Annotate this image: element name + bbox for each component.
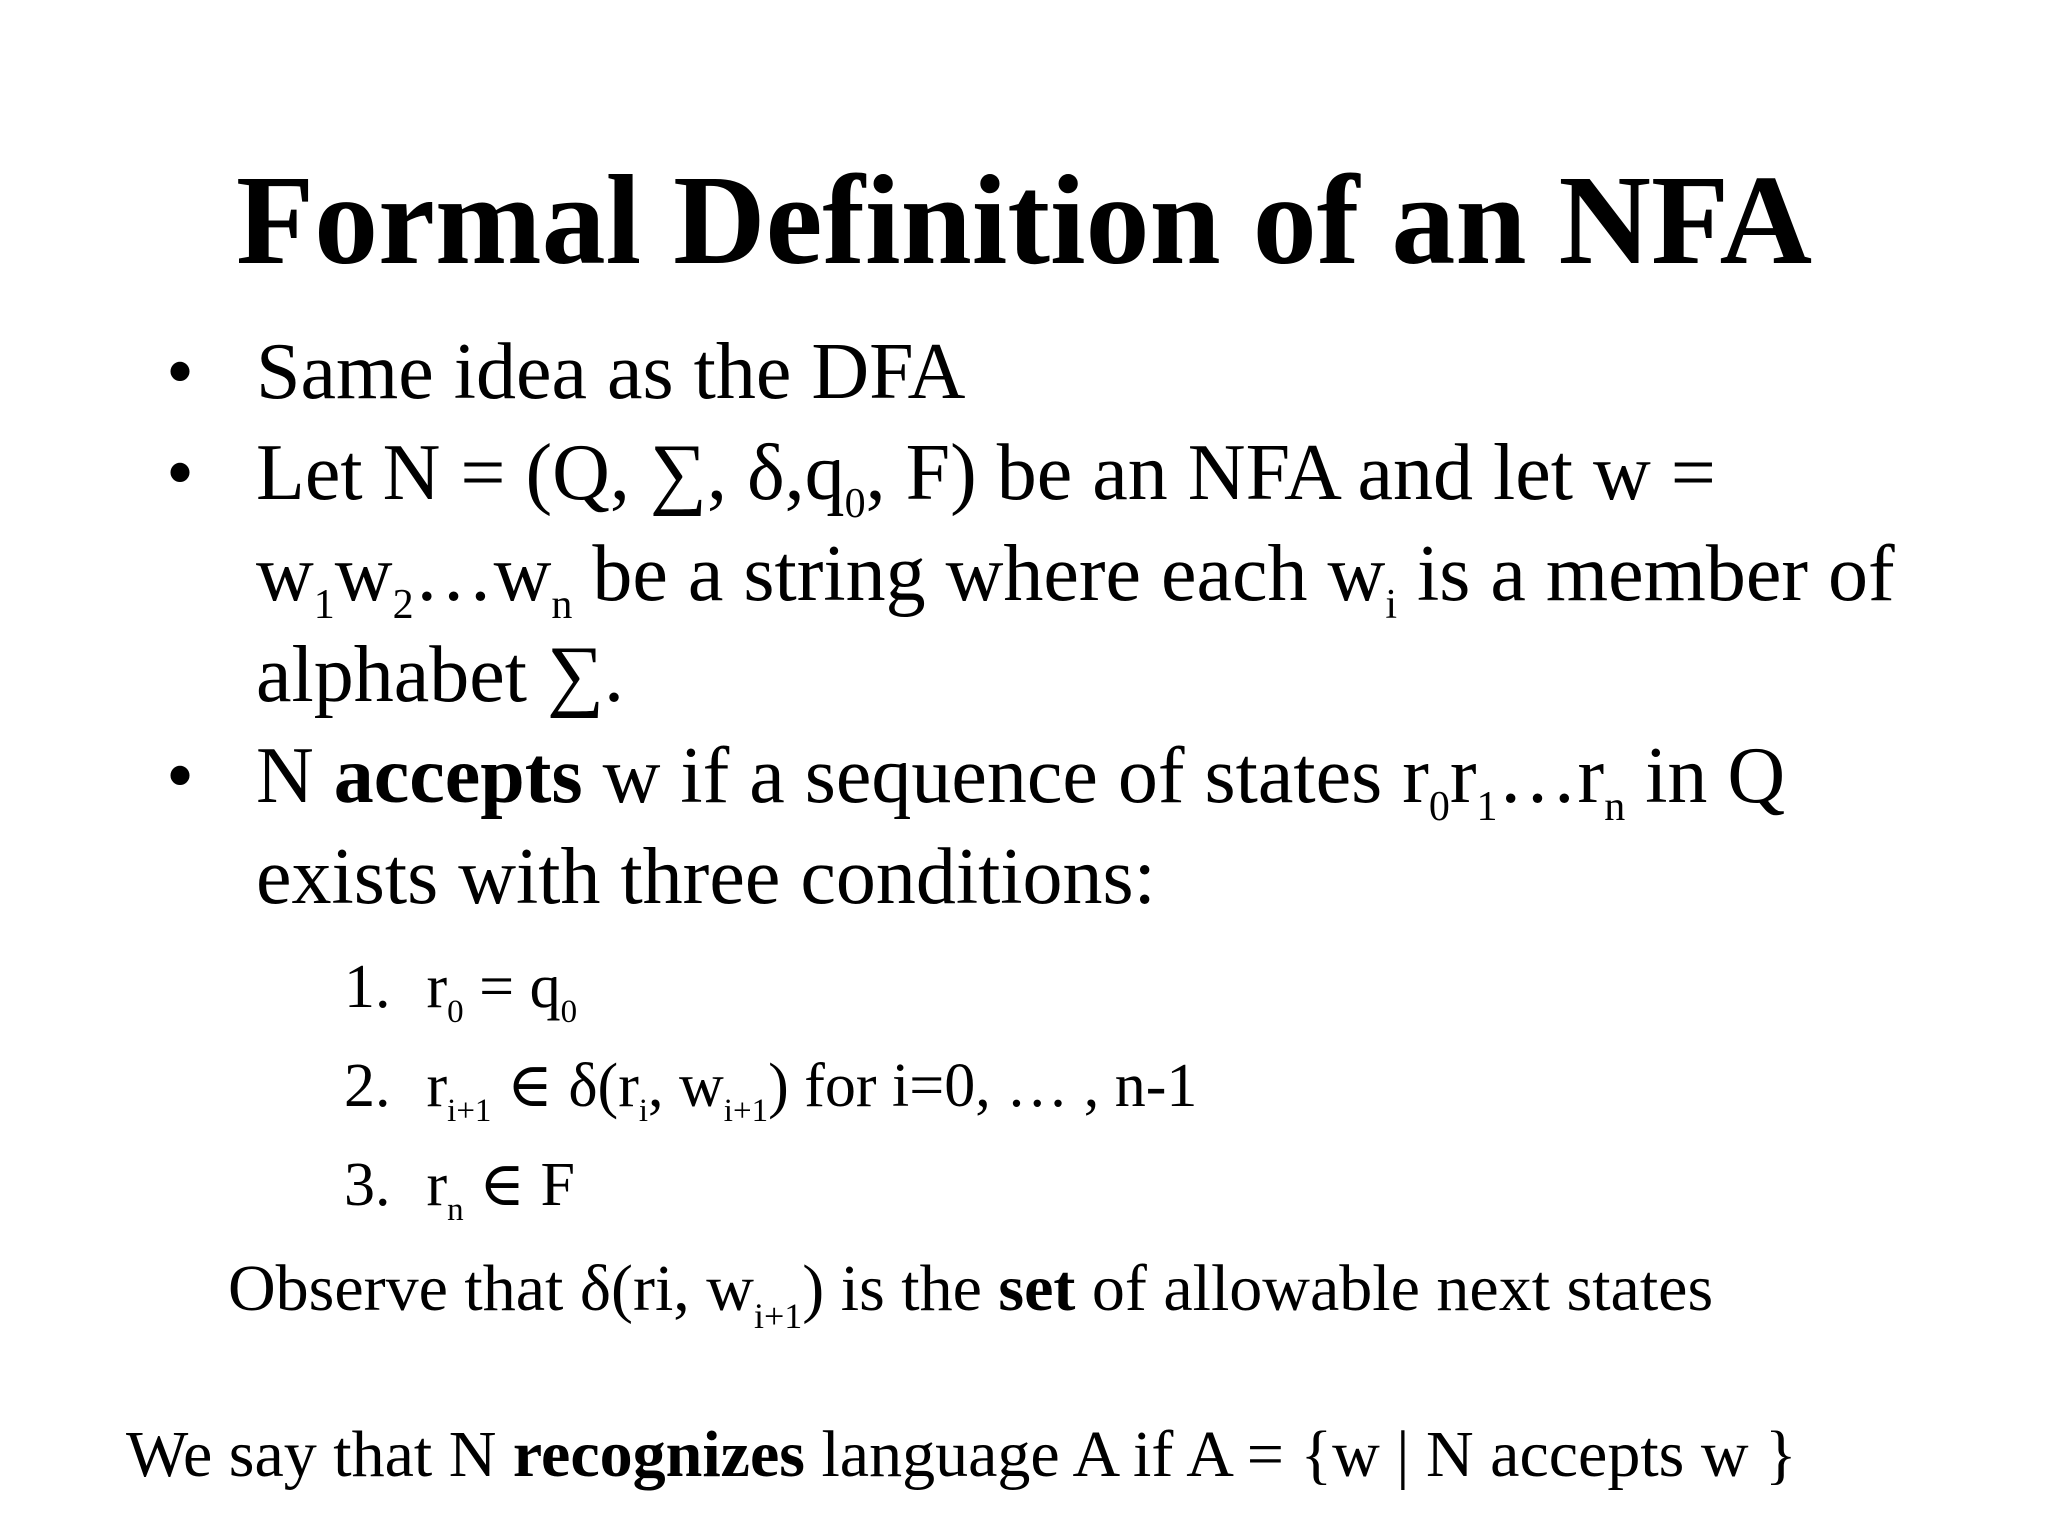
observe-note bbox=[228, 1252, 1714, 1336]
bullet-item bbox=[166, 726, 1946, 928]
w-symbol: w bbox=[334, 530, 393, 618]
r-n-subscript: n bbox=[1604, 784, 1626, 830]
nfa-definition-text bbox=[256, 423, 1946, 726]
condition-r: r bbox=[411, 1052, 448, 1120]
bullet-item bbox=[166, 322, 1946, 423]
nfa-definition-intro: Let N = (Q, ∑, δ,q bbox=[256, 429, 845, 517]
conclusion-end: language A if A = {w | N accepts w } bbox=[804, 1418, 1797, 1491]
w-subscript: n bbox=[551, 582, 573, 628]
w-subscript: 2 bbox=[392, 582, 414, 628]
acceptance-text bbox=[256, 726, 1946, 928]
condition-subscript: 0 bbox=[560, 994, 578, 1030]
bullet-marker: • bbox=[166, 732, 195, 820]
r-ellipsis: …r bbox=[1497, 732, 1605, 820]
observe-end: of allowable next states bbox=[1075, 1252, 1714, 1325]
nfa-definition-after-q: , F) be an NFA and let w = bbox=[865, 429, 1716, 517]
bullet-list bbox=[166, 322, 1946, 928]
bullet-text: Same idea as the DFA bbox=[256, 328, 966, 416]
condition-subscript: 0 bbox=[447, 994, 464, 1030]
slide-title: Formal Definition of an NFA bbox=[235, 148, 1813, 291]
q-subscript: 0 bbox=[844, 481, 866, 527]
observe-start: Observe that δ(ri, w bbox=[228, 1252, 754, 1325]
conditions-list bbox=[344, 938, 1197, 1235]
condition-item bbox=[344, 938, 1197, 1037]
condition-equals: = q bbox=[463, 953, 561, 1021]
accepts-emphasis: accepts bbox=[333, 732, 583, 820]
observe-subscript: i+1 bbox=[753, 1296, 803, 1336]
condition-subscript: i+1 bbox=[447, 1093, 492, 1129]
condition-delta: ∈ δ(r bbox=[491, 1052, 639, 1120]
w-ellipsis: …w bbox=[413, 530, 552, 618]
condition-subscript: n bbox=[447, 1192, 464, 1228]
conclusion-start: We say that N bbox=[126, 1418, 513, 1491]
string-description: be a string where each w bbox=[572, 530, 1386, 618]
observe-middle: ) is the bbox=[802, 1252, 999, 1325]
bullet-item bbox=[166, 423, 1946, 726]
condition-number: 3. bbox=[344, 1151, 391, 1219]
condition-subscript: i+1 bbox=[723, 1093, 769, 1129]
w-i-subscript: i bbox=[1385, 582, 1397, 628]
condition-r: r bbox=[411, 1151, 448, 1219]
recognizes-emphasis: recognizes bbox=[512, 1418, 805, 1491]
language-recognition-statement bbox=[126, 1418, 1797, 1491]
condition-r: r bbox=[411, 953, 448, 1021]
r-zero-subscript: 0 bbox=[1428, 784, 1450, 830]
condition-final-set: ∈ F bbox=[463, 1151, 576, 1219]
condition-subscript: i bbox=[638, 1093, 649, 1129]
condition-item bbox=[344, 1037, 1197, 1136]
condition-w: , w bbox=[648, 1052, 724, 1120]
condition-item bbox=[344, 1136, 1197, 1235]
member-description: is a member of alphabet ∑. bbox=[256, 530, 1895, 719]
bullet-marker: • bbox=[166, 429, 195, 517]
set-emphasis: set bbox=[998, 1252, 1076, 1325]
bullet-marker: • bbox=[166, 328, 195, 416]
acceptance-end: in Q exists with three conditions: bbox=[256, 732, 1786, 921]
state-sequence-description: w if a sequence of states r bbox=[582, 732, 1429, 820]
condition-range: ) for i=0, … , n-1 bbox=[768, 1052, 1198, 1120]
w-symbol: w bbox=[256, 530, 314, 618]
condition-number: 1. bbox=[344, 953, 391, 1021]
r-one-symbol: r bbox=[1449, 732, 1477, 820]
condition-number: 2. bbox=[344, 1052, 391, 1120]
w-subscript: 1 bbox=[313, 582, 335, 628]
r-one-subscript: 1 bbox=[1476, 784, 1498, 830]
acceptance-start: N bbox=[256, 732, 334, 820]
